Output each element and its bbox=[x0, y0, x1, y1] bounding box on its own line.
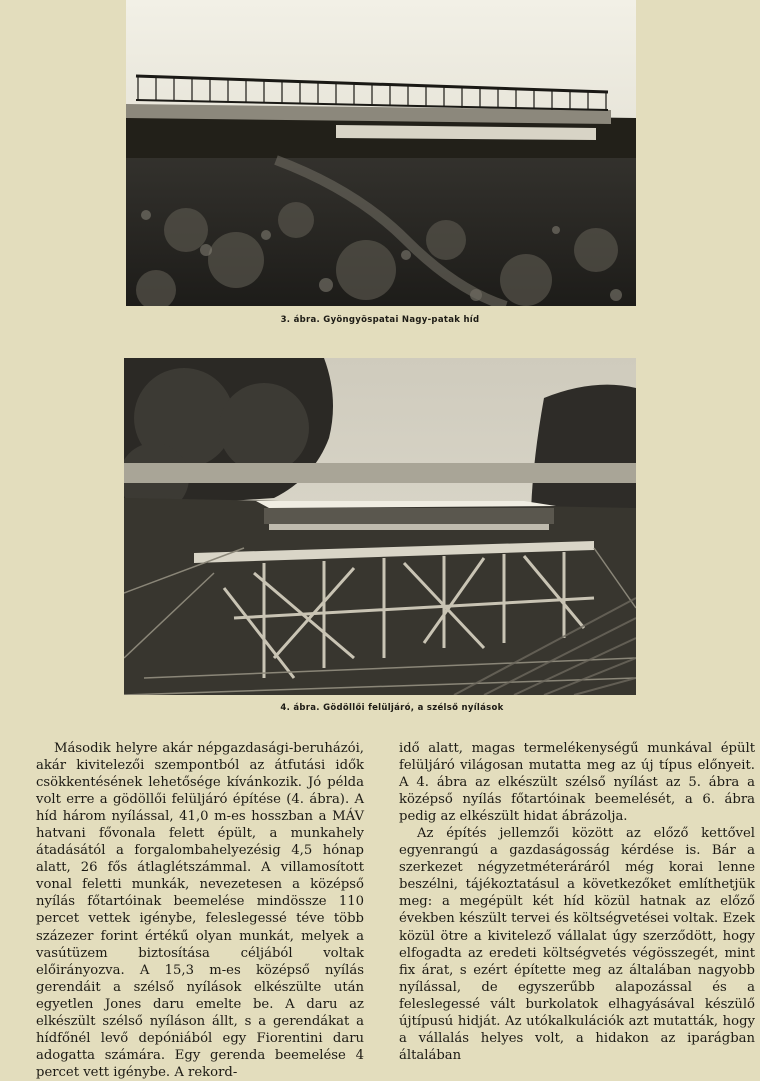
figure-4-caption: 4. ábra. Gödöllői felüljáró, a szélső nyílások bbox=[280, 703, 504, 713]
paragraph: Az építés jellemzői között az előző kettővel egyenrangú a gazdaságosság kérdése is. Bár a szerkezet négyzetméteráráról még korai lenne beszélni, tájékoztatásul a következőket említhetjük meg: a megépült két híd közül hatnak az előző években készült tervei és költségvetései voltak. Ezek közül ötre a kivitelező vállalat úgy szerződött, hogy elfogadta az eredeti költségvetés végösszegét, mint fix árat, s ezért építette meg az általában nagyobb nyílással, de egyszerűbb alapozással és a feleslegessé vált burkolatok elhagyásával készülő újtípusú hidját. Az utókalkulációk azt mutatták, hogy a vállalás helyes volt, a hidakon az iparágban általában bbox=[399, 826, 755, 1063]
figure-3-caption: 3. ábra. Gyöngyöspatai Nagy-patak híd bbox=[280, 315, 480, 325]
figure-4-photo bbox=[124, 358, 636, 695]
figure-3-photo bbox=[126, 0, 636, 306]
bridge-railing-photo bbox=[126, 0, 636, 306]
text-column-left bbox=[36, 740, 364, 1081]
text-column-right bbox=[399, 740, 755, 1064]
paragraph: idő alatt, magas termelékenységű munkával épült felüljáró világosan mutatta meg az új típus előnyeit. A 4. ábra az elkészült szélső nyílást az 5. ábra a középső nyílás főtartóinak beemelését, a 6. ábra pedig az elkészült hidat ábrázolja. bbox=[399, 741, 755, 825]
construction-scaffolding-photo bbox=[124, 358, 636, 695]
paragraph: Második helyre akár népgazdasági-beruházói, akár kivitelezői szempontból az átfutási idők csökkentésének lehetősége kívánkozik. Jó példa volt erre a gödöllői felüljáró építése (4. ábra). A híd három nyílással, 41,0 m-es hosszban a MÁV hatvani fővonala felett épült, a munkahely átadásától a forgalombahelyezésig 4,5 hónap alatt, 26 fős átlaglétszámmal. A villamosított vonal feletti munkák, nevezetesen a középső nyílás főtartóinak beemelése mindössze 110 percet vettek igénybe, feleslegessé téve több százezer forint értékű olyan munkát, melyek a vasútüzem biztosítása céljából voltak előirányozva. A 15,3 m-es középső nyílás gerendáit a szélső nyílások elkészülte után egyetlen Jones daru emelte be. A daru az elkészült szélső nyíláson állt, s a gerendákat a hídfőnél levő depóniából egy Fiorentini daru adogatta számára. Egy gerenda beemelése 4 percet vett igénybe. A rekord- bbox=[36, 741, 364, 1080]
